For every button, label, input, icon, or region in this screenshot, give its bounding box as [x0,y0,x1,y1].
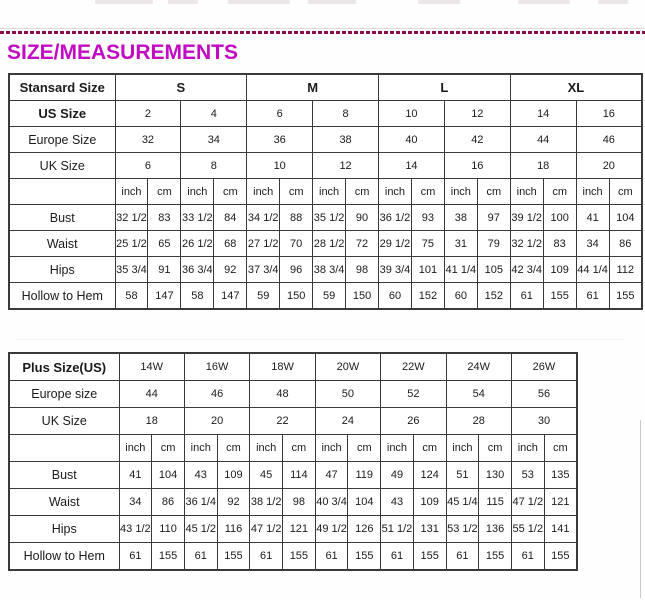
size-cell: 86 [609,231,642,257]
size-cell: 12 [313,153,379,179]
size-cell: 136 [479,516,512,543]
size-cell: inch [446,435,479,462]
size-cell: S [115,74,247,101]
size-cell: 98 [346,257,379,283]
size-cell: 28 1/2 [313,231,346,257]
size-cell: 115 [479,489,512,516]
size-cell: 43 [184,462,217,489]
size-cell: 24W [446,353,511,381]
size-cell: 26 [381,408,446,435]
size-cell: 10 [247,153,313,179]
size-cell: 39 1/2 [510,205,543,231]
table-row [9,283,642,310]
size-cell: 2 [115,101,181,127]
size-cell: 26W [511,353,577,381]
size-cell: 91 [148,257,181,283]
size-cell: 47 1/2 [250,516,283,543]
size-cell: 93 [411,205,444,231]
size-cell: 88 [280,205,313,231]
size-cell: 79 [477,231,510,257]
size-cell: 152 [411,283,444,310]
size-cell: 18 [119,408,184,435]
size-cell: 155 [283,543,316,571]
size-cell: 147 [148,283,181,310]
size-cell: 61 [510,283,543,310]
size-cell: 109 [413,489,446,516]
table-row [9,153,642,179]
size-cell: 14 [510,101,576,127]
size-cell: 58 [115,283,148,310]
size-cell: 22W [381,353,446,381]
size-cell: 51 [446,462,479,489]
size-cell: 32 1/2 [510,231,543,257]
size-cell: 150 [280,283,313,310]
size-cell: cm [411,179,444,205]
size-cell: 155 [609,283,642,310]
size-cell: cm [543,179,576,205]
size-cell: 40 [379,127,445,153]
table-row [9,257,642,283]
size-cell: 28 [446,408,511,435]
size-cell: 39 3/4 [379,257,412,283]
size-cell: 22 [250,408,315,435]
table-row [9,179,642,205]
size-cell: inch [381,435,414,462]
size-cell: 45 1/4 [446,489,479,516]
size-cell: 90 [346,205,379,231]
table-row [9,543,577,571]
row-label [9,435,119,462]
size-cell: 18W [250,353,315,381]
row-label: Waist [9,231,115,257]
size-cell: 26 1/2 [181,231,214,257]
table-row [9,408,577,435]
size-cell: 70 [280,231,313,257]
size-cell: inch [250,435,283,462]
size-cell: 31 [444,231,477,257]
size-cell: 36 [247,127,313,153]
size-cell: cm [280,179,313,205]
cropped-text-fragments [0,0,645,6]
row-label [9,179,115,205]
size-cell: 155 [348,543,381,571]
table-row [9,462,577,489]
size-cell: 72 [346,231,379,257]
size-cell: 68 [214,231,247,257]
size-cell: 97 [477,205,510,231]
size-cell: 16 [576,101,642,127]
row-label: Hips [9,516,119,543]
size-cell: 141 [544,516,577,543]
row-label: Bust [9,462,119,489]
size-cell: 61 [250,543,283,571]
size-cell: 104 [348,489,381,516]
size-cell: 6 [115,153,181,179]
page-title: SIZE/MEASUREMENTS [7,41,239,64]
size-cell: 60 [444,283,477,310]
size-cell: 84 [214,205,247,231]
size-cell: 119 [348,462,381,489]
row-label: Stansard Size [9,74,115,101]
size-cell: inch [315,435,348,462]
size-cell: 155 [544,543,577,571]
table-row [9,435,577,462]
size-cell: cm [283,435,316,462]
size-cell: inch [511,435,544,462]
size-cell: 53 [511,462,544,489]
size-cell: 34 [576,231,609,257]
size-cell: cm [477,179,510,205]
size-cell: 121 [544,489,577,516]
size-cell: 16W [184,353,249,381]
table-row [9,516,577,543]
size-cell: 20 [184,408,249,435]
size-cell: 98 [283,489,316,516]
size-cell: 32 1/2 [115,205,148,231]
size-cell: 53 1/2 [446,516,479,543]
size-cell: 47 [315,462,348,489]
size-cell: 135 [544,462,577,489]
size-cell: 155 [543,283,576,310]
size-cell: 10 [379,101,445,127]
size-cell: 44 [119,381,184,408]
size-cell: inch [119,435,152,462]
size-cell: 105 [477,257,510,283]
size-cell: 58 [181,283,214,310]
size-cell: 54 [446,381,511,408]
size-cell: 35 1/2 [313,205,346,231]
size-cell: 130 [479,462,512,489]
size-cell: 46 [576,127,642,153]
size-cell: 104 [152,462,185,489]
size-cell: 155 [479,543,512,571]
size-cell: 40 3/4 [315,489,348,516]
size-cell: 155 [152,543,185,571]
faint-smudge-line [15,339,625,340]
dashed-divider [0,31,645,34]
size-cell: cm [152,435,185,462]
size-cell: 8 [313,101,379,127]
size-cell: 110 [152,516,185,543]
size-cell: 126 [348,516,381,543]
size-cell: 36 1/2 [379,205,412,231]
horizontal-rule [0,28,645,29]
size-cell: cm [609,179,642,205]
size-cell: 38 3/4 [313,257,346,283]
row-label: Plus Size(US) [9,353,119,381]
size-cell: 29 1/2 [379,231,412,257]
size-cell: 59 [313,283,346,310]
row-label: US Size [9,101,115,127]
size-cell: 92 [214,257,247,283]
size-cell: 114 [283,462,316,489]
size-cell: 52 [381,381,446,408]
size-cell: 61 [381,543,414,571]
size-cell: 101 [411,257,444,283]
size-cell: 155 [413,543,446,571]
size-cell: 14 [379,153,445,179]
size-cell: 150 [346,283,379,310]
table-row [9,231,642,257]
table-row [9,205,642,231]
size-cell: 61 [576,283,609,310]
size-cell: inch [576,179,609,205]
size-cell: 109 [543,257,576,283]
table-row [9,101,642,127]
size-cell: cm [148,179,181,205]
size-cell: 65 [148,231,181,257]
size-cell: cm [217,435,250,462]
size-cell: cm [413,435,446,462]
size-cell: 152 [477,283,510,310]
size-cell: 16 [444,153,510,179]
size-cell: 51 1/2 [381,516,414,543]
size-cell: inch [184,435,217,462]
page-edge-line [640,420,641,598]
size-cell: 24 [315,408,380,435]
row-label: UK Size [9,153,115,179]
table-row [9,353,577,381]
size-cell: 147 [214,283,247,310]
table-row [9,489,577,516]
size-cell: 18 [510,153,576,179]
size-cell: 33 1/2 [181,205,214,231]
size-cell: L [379,74,511,101]
size-cell: 14W [119,353,184,381]
table-row [9,74,642,101]
size-cell: 121 [283,516,316,543]
row-label: Europe Size [9,127,115,153]
size-cell: 34 1/2 [247,205,280,231]
size-cell: 12 [444,101,510,127]
size-cell: cm [479,435,512,462]
size-cell: 20W [315,353,380,381]
size-cell: 42 3/4 [510,257,543,283]
size-cell: inch [444,179,477,205]
size-cell: 86 [152,489,185,516]
row-label: Hollow to Hem [9,283,115,310]
size-cell: 20 [576,153,642,179]
size-cell: 49 1/2 [315,516,348,543]
size-cell: 32 [115,127,181,153]
size-cell: 41 [119,462,152,489]
size-cell: 61 [511,543,544,571]
size-cell: 60 [379,283,412,310]
row-label: Europe size [9,381,119,408]
size-cell: 131 [413,516,446,543]
size-cell: cm [214,179,247,205]
size-cell: cm [544,435,577,462]
size-cell: cm [348,435,381,462]
size-cell: inch [247,179,280,205]
size-cell: 83 [148,205,181,231]
size-cell: inch [379,179,412,205]
size-cell: 55 1/2 [511,516,544,543]
size-cell: 61 [446,543,479,571]
size-cell: 42 [444,127,510,153]
size-cell: 155 [217,543,250,571]
size-cell: inch [510,179,543,205]
size-cell: M [247,74,379,101]
size-cell: 56 [511,381,577,408]
size-cell: 45 [250,462,283,489]
size-cell: 59 [247,283,280,310]
size-cell: 38 [313,127,379,153]
table-row [9,127,642,153]
size-cell: 30 [511,408,577,435]
size-cell: 48 [250,381,315,408]
size-cell: 41 [576,205,609,231]
row-label: Hips [9,257,115,283]
row-label: Bust [9,205,115,231]
size-cell: 35 3/4 [115,257,148,283]
size-cell: inch [181,179,214,205]
size-cell: 34 [119,489,152,516]
size-cell: 100 [543,205,576,231]
size-cell: 50 [315,381,380,408]
size-cell: 38 [444,205,477,231]
row-label: Waist [9,489,119,516]
size-cell: inch [115,179,148,205]
size-cell: 44 [510,127,576,153]
size-cell: 92 [217,489,250,516]
size-cell: 43 [381,489,414,516]
size-cell: 36 1/4 [184,489,217,516]
size-cell: 109 [217,462,250,489]
size-cell: 25 1/2 [115,231,148,257]
size-cell: 43 1/2 [119,516,152,543]
size-cell: 38 1/2 [250,489,283,516]
size-cell: 44 1/4 [576,257,609,283]
size-cell: 96 [280,257,313,283]
size-cell: 36 3/4 [181,257,214,283]
size-cell: inch [313,179,346,205]
size-cell: 41 1/4 [444,257,477,283]
standard-size-table [8,73,643,310]
size-cell: 45 1/2 [184,516,217,543]
size-cell: 37 3/4 [247,257,280,283]
size-cell: 124 [413,462,446,489]
size-cell: 6 [247,101,313,127]
size-cell: 75 [411,231,444,257]
size-cell: 116 [217,516,250,543]
size-cell: 49 [381,462,414,489]
size-cell: 27 1/2 [247,231,280,257]
size-cell: 34 [181,127,247,153]
row-label: Hollow to Hem [9,543,119,571]
size-cell: 83 [543,231,576,257]
size-cell: 46 [184,381,249,408]
size-cell: 61 [315,543,348,571]
size-cell: cm [346,179,379,205]
row-label: UK Size [9,408,119,435]
plus-size-table [8,352,578,571]
size-cell: 8 [181,153,247,179]
size-cell: 4 [181,101,247,127]
table-row [9,381,577,408]
size-cell: 61 [119,543,152,571]
size-cell: 47 1/2 [511,489,544,516]
size-cell: 61 [184,543,217,571]
size-cell: XL [510,74,642,101]
size-cell: 104 [609,205,642,231]
size-cell: 112 [609,257,642,283]
